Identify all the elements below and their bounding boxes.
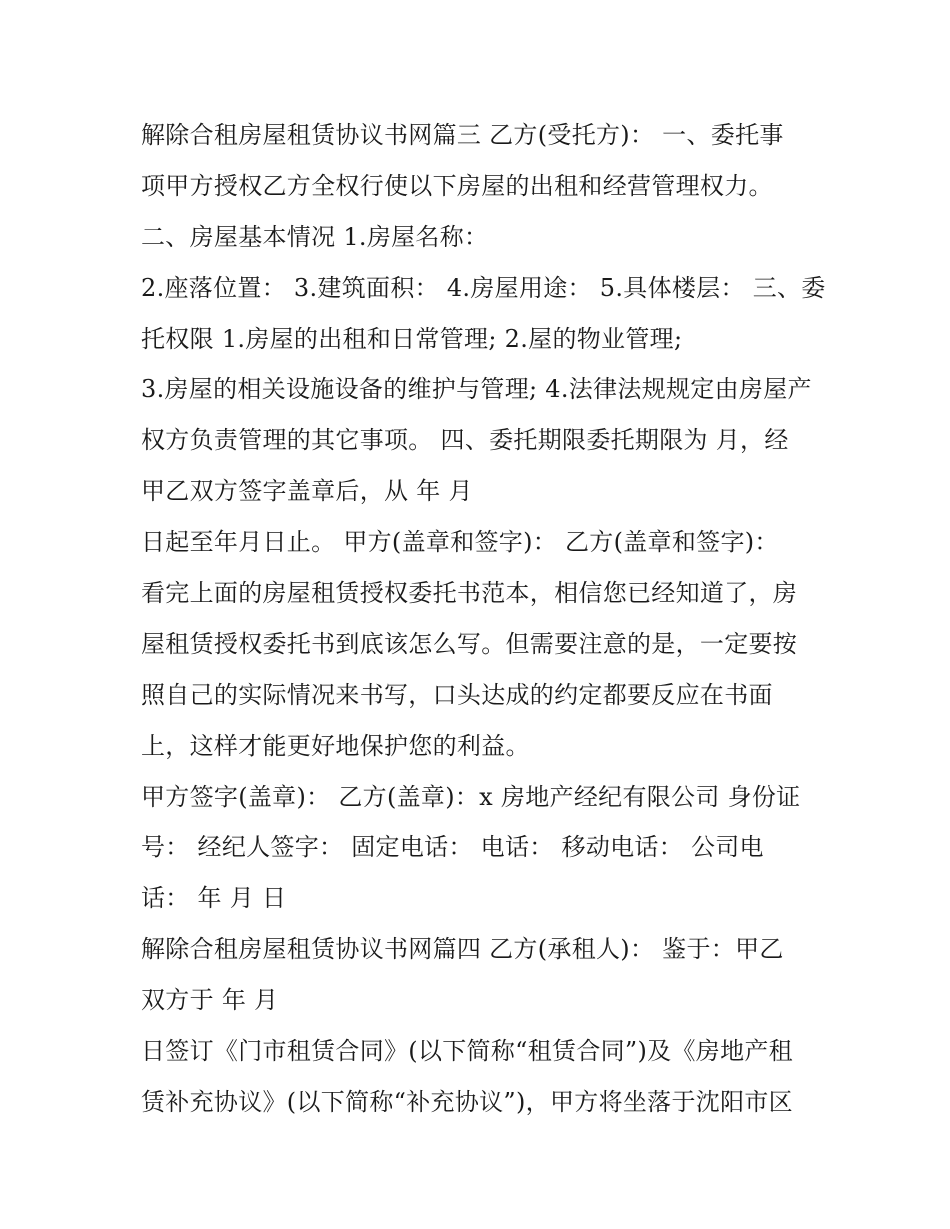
text-line: 解除合租房屋租赁协议书网篇四 乙方(承租人)： 鉴于：甲乙: [141, 935, 784, 964]
text-line: 甲方签字(盖章)： 乙方(盖章)：x 房地产经纪有限公司 身份证: [141, 782, 801, 811]
text-line: 托权限 1.房屋的出租和日常管理; 2.屋的物业管理;: [141, 324, 683, 353]
text-line: 日起至年月日止。 甲方(盖章和签字)： 乙方(盖章和签字)：: [141, 528, 779, 557]
text-line: 甲乙双方签字盖章后，从 年 月: [141, 477, 473, 506]
text-line: 上，这样才能更好地保护您的利益。: [141, 731, 530, 760]
text-line: 话： 年 月 日: [141, 884, 287, 913]
text-line: 项甲方授权乙方全权行使以下房屋的出租和经营管理权力。: [141, 171, 773, 200]
text-line: 看完上面的房屋租赁授权委托书范本，相信您已经知道了，房: [141, 579, 798, 608]
text-line: 3.房屋的相关设施设备的维护与管理; 4.法律法规规定由房屋产: [141, 375, 812, 404]
text-line: 日签订《门市租赁合同》(以下简称“租赁合同”)及《房地产租: [141, 1037, 793, 1066]
text-line: 双方于 年 月: [141, 986, 279, 1015]
text-line: 二、房屋基本情况 1.房屋名称：: [141, 222, 489, 251]
text-line: 赁补充协议》(以下简称“补充协议”)，甲方将坐落于沈阳市区: [141, 1087, 793, 1116]
text-line: 号： 经纪人签字： 固定电话： 电话： 移动电话： 公司电: [141, 833, 764, 862]
text-line: 权方负责管理的其它事项。 四、委托期限委托期限为 月，经: [141, 426, 789, 455]
text-line: 照自己的实际情况来书写，口头达成的约定都要反应在书面: [141, 680, 773, 709]
text-line: 解除合租房屋租赁协议书网篇三 乙方(受托方)： 一、委托事: [141, 121, 784, 149]
document-body: [141, 110, 826, 1128]
text-line: 屋租赁授权委托书到底该怎么写。但需要注意的是，一定要按: [141, 629, 798, 658]
text-line: 2.座落位置： 3.建筑面积： 4.房屋用途： 5.具体楼层： 三、委: [141, 273, 826, 302]
